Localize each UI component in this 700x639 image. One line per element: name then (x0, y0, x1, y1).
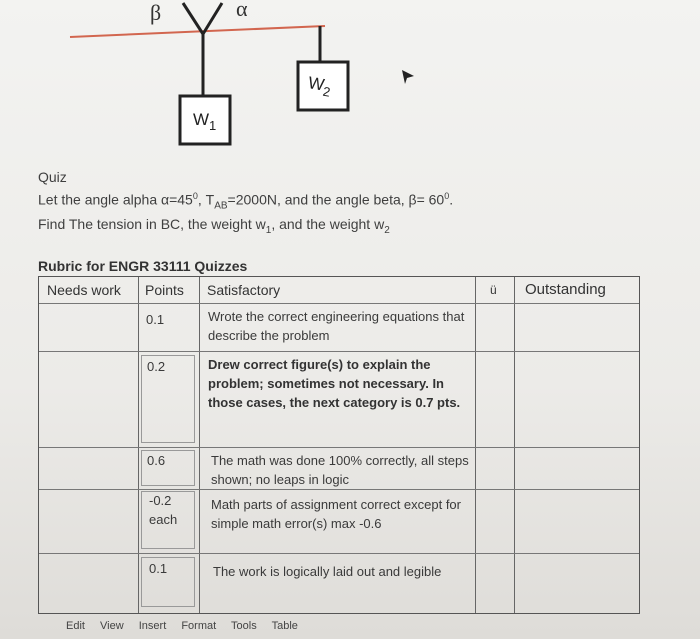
row-2-satisfactory: Drew correct figure(s) to explain the problem; sometimes not necessary. In those cases, the next category is 0.7 pts. (208, 357, 461, 410)
menu-view[interactable]: View (100, 620, 124, 632)
col-divider (199, 277, 200, 613)
header-divider (39, 303, 639, 304)
header-outstanding: Outstanding (525, 281, 606, 298)
quiz-text (38, 168, 453, 240)
quiz-line-2: Find The tension in BC, the weight $w_1$, and the weight $w_2$ (38, 216, 390, 237)
header-points: Points (145, 282, 184, 298)
menu-table[interactable]: Table (271, 620, 298, 632)
row-3-satisfactory: The math was done 100% correctly, all steps shown; no leaps in logic (211, 453, 469, 487)
rope-right (203, 3, 222, 34)
mouse-cursor-icon (402, 70, 414, 84)
row-5-points: 0.1 (149, 561, 168, 576)
row-divider (39, 447, 639, 448)
row-5-satisfactory: The work is logically laid out and legible (213, 564, 442, 579)
w2-label: $W_2$ (306, 73, 332, 100)
menu-format[interactable]: Format (181, 620, 217, 632)
alpha-label: α (236, 0, 248, 21)
rubric-title: Rubric for ENGR 33111 Quizzes (38, 258, 248, 274)
w1-label: $W_1$ (193, 110, 217, 133)
row-1-satisfactory: Wrote the correct engineering equations that describe the problem (208, 309, 465, 343)
row-1-points: 0.1 (146, 312, 165, 327)
menu-insert[interactable]: Insert (138, 620, 167, 632)
row-4-satisfactory: Math parts of assignment correct except for simple math error(s) max -0.6 (211, 497, 461, 531)
row-4-points: -0.2 each (149, 493, 178, 527)
quiz-title: Quiz (38, 169, 67, 185)
row-2-points: 0.2 (147, 359, 166, 374)
col-divider (475, 277, 476, 613)
rope-left (183, 3, 203, 34)
col-divider (138, 277, 139, 613)
row-divider (39, 351, 639, 352)
quiz-line-1: Let the angle alpha $\alpha=45^0$, $T_{AB}=2000N$, and the angle beta, $\beta= 60^0$. (38, 191, 454, 212)
row-divider (39, 489, 639, 490)
header-needs-work: Needs work (47, 282, 121, 298)
editor-menu-bar (66, 620, 310, 632)
menu-tools[interactable]: Tools (231, 620, 257, 632)
row-3-points: 0.6 (147, 453, 166, 468)
menu-edit[interactable]: Edit (66, 620, 85, 632)
beta-label: β (150, 0, 162, 25)
header-satisfactory: Satisfactory (207, 282, 281, 298)
header-u: ü (490, 283, 497, 297)
rubric-table (38, 276, 640, 614)
force-diagram (0, 0, 700, 160)
col-divider (514, 277, 515, 613)
row-divider (39, 553, 639, 554)
